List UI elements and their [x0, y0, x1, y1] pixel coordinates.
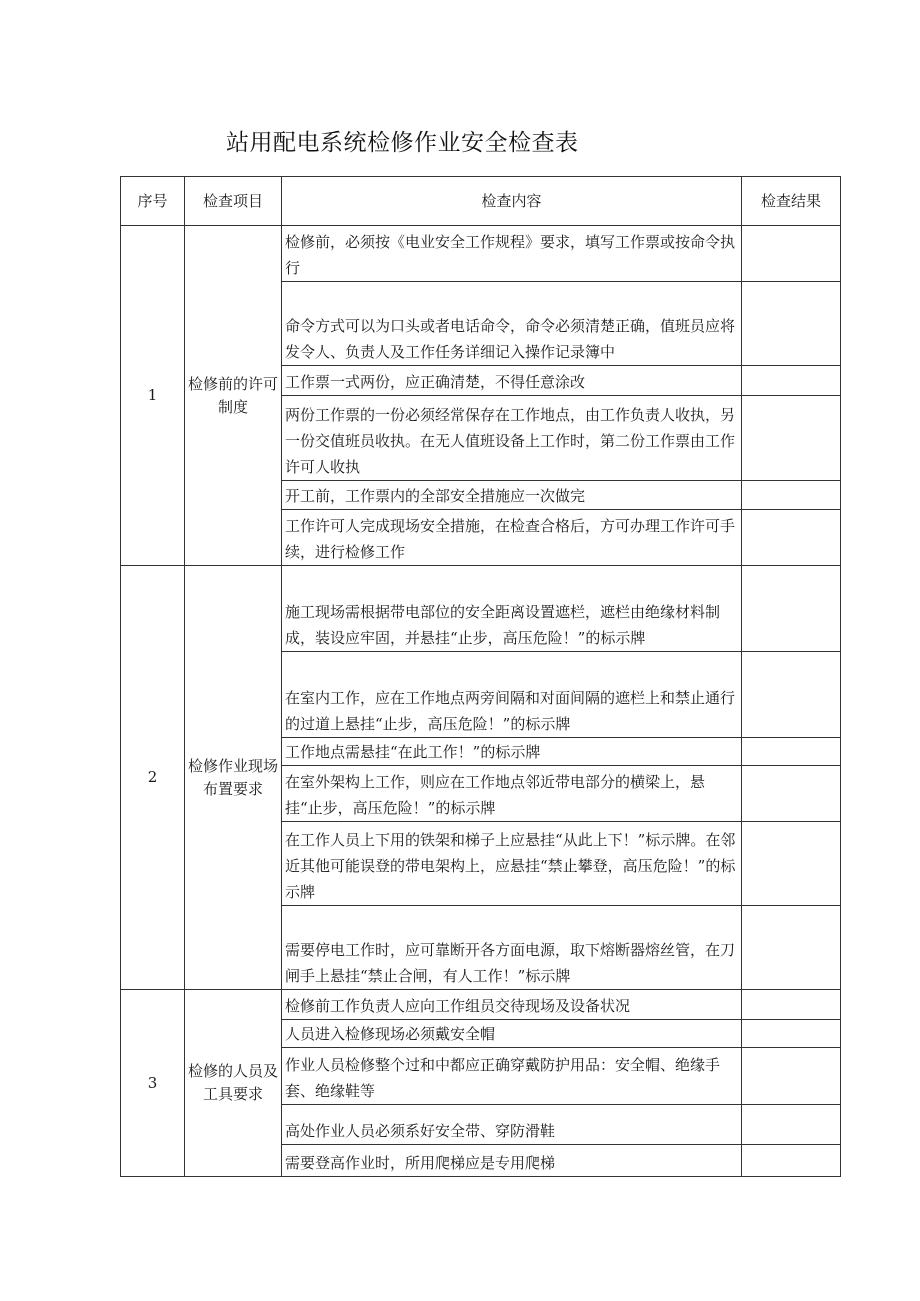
- header-result: 检查结果: [742, 177, 841, 226]
- check-content: 工作地点需悬挂“在此工作！”的标示牌: [282, 738, 742, 766]
- section-item: 检修的人员及工具要求: [185, 990, 282, 1177]
- check-content: 高处作业人员必须系好安全带、穿防滑鞋: [282, 1105, 742, 1145]
- section-seq: 2: [121, 566, 185, 990]
- check-result-cell[interactable]: [742, 1105, 841, 1145]
- check-result-cell[interactable]: [742, 822, 841, 906]
- check-content: 人员进入检修现场必须戴安全帽: [282, 1020, 742, 1048]
- check-content: 工作票一式两份，应正确清楚，不得任意涂改: [282, 366, 742, 396]
- check-content: 需要停电工作时，应可靠断开各方面电源，取下熔断器熔丝管，在刀闸手上悬挂“禁止合闸，有人工作！”标示牌: [282, 906, 742, 990]
- check-result-cell[interactable]: [742, 481, 841, 510]
- check-result-cell[interactable]: [742, 652, 841, 738]
- inspection-table: [120, 176, 841, 1177]
- check-result-cell[interactable]: [742, 1048, 841, 1105]
- table-row: [121, 566, 841, 652]
- table-row: [121, 226, 841, 282]
- check-content: 检修前，必须按《电业安全工作规程》要求，填写工作票或按命令执行: [282, 226, 742, 282]
- check-result-cell[interactable]: [742, 282, 841, 366]
- section-item: 检修前的许可制度: [185, 226, 282, 566]
- check-content: 开工前，工作票内的全部安全措施应一次做完: [282, 481, 742, 510]
- section-seq: 3: [121, 990, 185, 1177]
- check-result-cell[interactable]: [742, 990, 841, 1020]
- section-item: 检修作业现场布置要求: [185, 566, 282, 990]
- check-content: 在室外架构上工作，则应在工作地点邻近带电部分的横梁上，悬挂“止步，高压危险！”的标示牌: [282, 766, 742, 822]
- check-result-cell[interactable]: [742, 366, 841, 396]
- header-content: 检查内容: [282, 177, 742, 226]
- header-item: 检查项目: [185, 177, 282, 226]
- check-content: 在工作人员上下用的铁架和梯子上应悬挂“从此上下！”标示牌。在邻近其他可能误登的带电架构上，应悬挂“禁止攀登，高压危险！”的标示牌: [282, 822, 742, 906]
- check-result-cell[interactable]: [742, 510, 841, 566]
- check-content: 施工现场需根据带电部位的安全距离设置遮栏，遮栏由绝缘材料制成，装设应牢固，并悬挂“止步，高压危险！”的标示牌: [282, 566, 742, 652]
- check-result-cell[interactable]: [742, 396, 841, 481]
- section-seq: 1: [121, 226, 185, 566]
- page-title: 站用配电系统检修作业安全检查表: [226, 130, 579, 156]
- check-result-cell[interactable]: [742, 906, 841, 990]
- check-result-cell[interactable]: [742, 566, 841, 652]
- check-content: 需要登高作业时，所用爬梯应是专用爬梯: [282, 1145, 742, 1177]
- check-content: 两份工作票的一份必须经常保存在工作地点，由工作负责人收执，另一份交值班员收执。在无人值班设备上工作时，第二份工作票由工作许可人收执: [282, 396, 742, 481]
- check-content: 在室内工作，应在工作地点两旁间隔和对面间隔的遮栏上和禁止通行的过道上悬挂“止步，高压危险！”的标示牌: [282, 652, 742, 738]
- check-result-cell[interactable]: [742, 1020, 841, 1048]
- check-result-cell[interactable]: [742, 738, 841, 766]
- check-content: 命令方式可以为口头或者电话命令，命令必须清楚正确，值班员应将发令人、负责人及工作任务详细记入操作记录簿中: [282, 282, 742, 366]
- header-seq: 序号: [121, 177, 185, 226]
- check-result-cell[interactable]: [742, 766, 841, 822]
- check-content: 检修前工作负责人应向工作组员交待现场及设备状况: [282, 990, 742, 1020]
- check-result-cell[interactable]: [742, 1145, 841, 1177]
- check-content: 工作许可人完成现场安全措施，在检查合格后，方可办理工作许可手续，进行检修工作: [282, 510, 742, 566]
- table-row: [121, 990, 841, 1020]
- header-row: [121, 177, 841, 226]
- check-result-cell[interactable]: [742, 226, 841, 282]
- check-content: 作业人员检修整个过和中都应正确穿戴防护用品：安全帽、绝缘手套、绝缘鞋等: [282, 1048, 742, 1105]
